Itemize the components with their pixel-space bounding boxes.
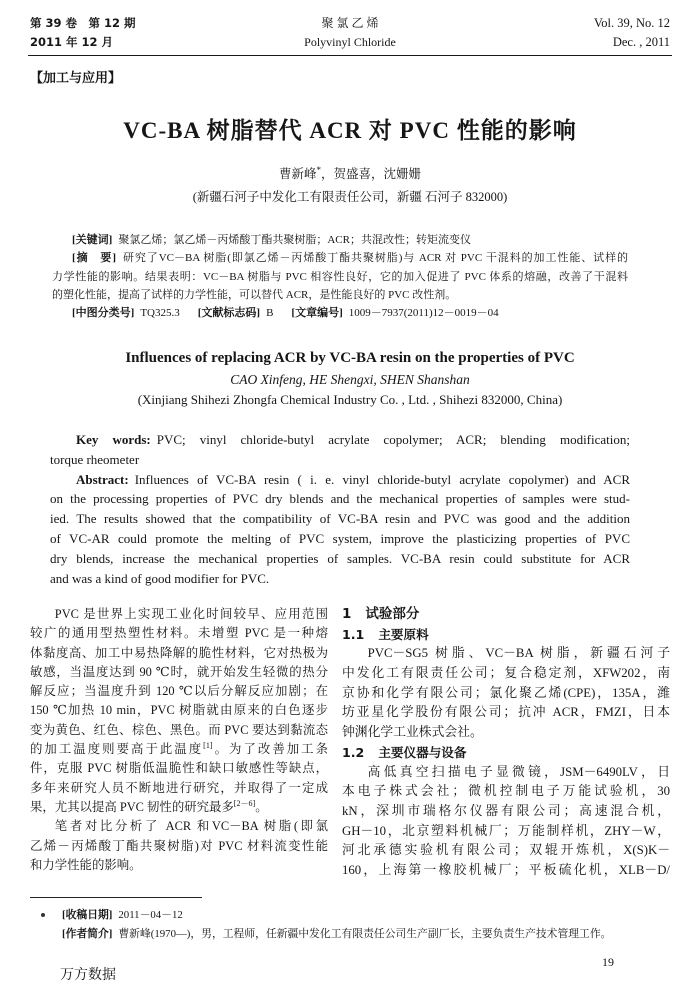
running-head-journal <box>200 14 500 52</box>
line-text: 。 <box>255 799 268 814</box>
abstract-line <box>52 268 628 286</box>
line-text: 高低真空扫描电子显微镜，JSM－6490LV，日 <box>367 764 670 779</box>
doc-code-label: [文献标志码] <box>197 307 261 320</box>
en-abstract-text: on the processing properties of PVC dry blends and the mechanical properties of samples were stud- <box>50 491 630 507</box>
article-number-label: [文章编号] <box>291 307 343 320</box>
en-abstract-line <box>50 529 630 549</box>
abstract-text: 的塑化性能，提高了试样的力学性能，可以替代 ACR，是性能良好的 PVC 改性剂。 <box>52 288 457 301</box>
body-text-line <box>30 759 328 778</box>
line-text: 160，上海第一橡胶机械厂；平板硫化机，XLB－D/ <box>342 862 670 877</box>
header-rule <box>28 55 672 56</box>
body-text-line <box>30 644 328 663</box>
line-text: PVC 是世界上实现工业化时间较早、应用范围 <box>54 607 328 621</box>
doc-code-group <box>198 307 274 319</box>
line-text: 笔者对比分析了 ACR 和VC－BA 树脂(即氯 <box>54 819 328 834</box>
article-title-cn: VC-BA 树脂替代 ACR 对 PVC 性能的影响 <box>123 118 577 143</box>
line-text: 坊亚星化学股份有限公司；抗冲 ACR，FMZI，日本 <box>342 705 670 720</box>
body-text-line <box>342 802 670 822</box>
keywords-label: [关键词] <box>72 234 113 246</box>
en-abstract-text: of VC-AR could promote the melting of PVC system, improve the plasticizing properties of PVC <box>50 530 630 546</box>
line-text: 中发化工有限责任公司；复合稳定剂，XFW202，南 <box>342 666 670 681</box>
en-abstract-line <box>50 549 630 569</box>
line-text: 体黏度高、加工中易热降解的脆性材料，它对热极为 <box>30 645 328 660</box>
line-text: 敏感，当温度达到 90 ℃时，就开始发生轻微的热分 <box>30 664 328 679</box>
line-text: 件，克服 PVC 树脂低温脆性和缺口敏感性等缺点， <box>30 761 328 776</box>
authors-en: CAO Xinfeng, HE Shengxi, SHEN Shanshan <box>230 372 470 387</box>
body-text-line <box>30 663 328 682</box>
page-number: 19 <box>602 955 614 969</box>
author-bio-text: 曹新峰(1970—)，男，工程师，任新疆中发化工有限责任公司生产副厂长，主要负责生产技术管理工作。 <box>118 928 612 940</box>
line-text: 较广的通用型热塑性材料。未增塑 PVC 是一种熔 <box>30 626 328 641</box>
line-text: 和力学性能的影响。 <box>30 857 142 872</box>
authors-cn <box>60 165 640 183</box>
en-abstract-line <box>50 509 630 529</box>
footnote-rule <box>30 897 202 898</box>
body-text-line <box>30 817 328 836</box>
section-title: 主要仪器与设备 <box>378 744 467 760</box>
en-keywords-text: torque rheometer <box>50 451 140 467</box>
en-abstract-text: ied. The results showed that the compatibility of VC-BA resin and PVC was good and the addition <box>50 511 630 527</box>
en-abstract-text: Influences of VC-BA resin ( i. e. vinyl chloride-butyl acrylate copolymer) and ACR <box>134 471 630 487</box>
section-label: 【加工与应用】 <box>30 71 122 86</box>
abstract-line <box>52 286 628 304</box>
en-abstract-line <box>50 470 630 490</box>
abstract-label: [摘 要] <box>72 252 117 265</box>
chinese-metadata-block <box>52 231 628 322</box>
abstract-text: 力学性能的影响。结果表明：VC－BA 树脂与 PVC 相容性良好，它的加入促进了 PVC 体系的熔融，改善了干混料 <box>52 270 628 283</box>
body-text-line <box>30 624 328 643</box>
line-text: 果，尤其以提高 PVC 韧性的研究最多 <box>30 799 234 814</box>
running-head-right <box>470 14 670 52</box>
source-database-mark: 万方数据 <box>60 967 116 983</box>
classification-line <box>52 304 628 322</box>
author-bio-label: [作者简介] <box>62 928 113 940</box>
english-metadata-block <box>50 430 630 588</box>
body-text-line <box>342 644 670 664</box>
line-text: 变为黄色、红色、棕色、黑色。而 PVC 要达到黏流态 <box>30 722 328 737</box>
line-text: 钟渊化学工业株式会社。 <box>342 725 483 740</box>
author-bio-line <box>62 925 652 944</box>
body-text-line <box>342 684 670 704</box>
journal-name-en: Polyvinyl Chloride <box>304 35 396 49</box>
issue-date-cn: 2011 年 12 月 <box>30 35 114 49</box>
keywords-line <box>52 231 628 249</box>
body-text-line <box>342 703 670 723</box>
body-text-line <box>30 798 328 817</box>
abstract-line <box>52 249 628 267</box>
affiliation-en: (Xinjiang Shihezi Zhongfa Chemical Industry Co. , Ltd. , Shihezi 832000, China) <box>137 392 563 407</box>
journal-name-cn: 聚 氯 乙 烯 <box>321 16 379 30</box>
section-heading <box>342 625 670 645</box>
body-text-line <box>342 763 670 783</box>
body-text-line <box>342 723 670 743</box>
received-date-label: [收稿日期] <box>62 909 113 921</box>
received-date-line <box>62 906 652 925</box>
body-column-right <box>342 605 670 881</box>
line-text: kN，深圳市瑞格尔仪器有限公司；高速混合机， <box>342 803 670 818</box>
body-text-line <box>342 782 670 802</box>
en-keywords-text: PVC; vinyl chloride-butyl acrylate copolymer; ACR; blending modification; <box>156 432 630 447</box>
body-text-line <box>342 664 670 684</box>
line-text: 多年来研究人员不断地进行研究，并取得了一定成 <box>30 780 328 795</box>
body-text-line <box>30 837 328 856</box>
en-abstract-text: dry blends, increase the mechanical properties of samples. VC-BA resin could substitute for ACR <box>50 550 630 566</box>
first-author: 曹新峰 <box>278 167 317 181</box>
body-text-line <box>30 856 328 875</box>
section-heading <box>342 743 670 763</box>
section-title: 主要原料 <box>378 626 429 642</box>
body-text-line <box>342 841 670 861</box>
body-column-left <box>30 605 328 875</box>
section-title: 试验部分 <box>365 606 420 622</box>
section-heading <box>342 605 670 625</box>
body-text-line <box>30 779 328 798</box>
body-text-line <box>342 822 670 842</box>
clc-value: TQ325.3 <box>140 307 180 320</box>
received-date-value: 2011－04－12 <box>118 909 183 921</box>
section-number: 1 <box>342 606 352 622</box>
clc-group <box>72 307 180 319</box>
line-text: 150 ℃加热 10 min，PVC 树脂就由原来的白色逐步 <box>30 703 328 718</box>
body-text-line <box>30 740 328 759</box>
footnotes <box>62 906 652 944</box>
en-keywords-label: Key words: <box>76 432 151 447</box>
abstract-text: 研究了VC－BA 树脂(即氯乙烯－丙烯酸丁酯共聚树脂)与 ACR 对 PVC 干混料的加工性能、试样的 <box>122 252 628 265</box>
footnote-bullet-mark <box>41 913 45 917</box>
line-text: 京协和化学有限公司；氯化聚乙烯(CPE)，135A，潍 <box>342 685 670 700</box>
body-text-line <box>30 701 328 720</box>
line-text: 解反应；当温度升到 120 ℃以后分解反应加剧；在 <box>30 684 328 699</box>
en-abstract-text: and was a kind of good modifier for PVC. <box>50 570 270 586</box>
en-abstract-line <box>50 569 630 589</box>
line-text: 本电子株式会社；微机控制电子万能试验机，30 <box>342 784 670 799</box>
affiliation-cn: (新疆石河子中发化工有限责任公司，新疆 石河子 832000) <box>192 190 508 204</box>
doc-code-value: B <box>266 307 274 320</box>
article-number-value: 1009－7937(2011)12－0019－04 <box>348 307 499 320</box>
line-text: 河北承德实验机有限公司；双辊开炼机，X(S)K－ <box>342 843 670 858</box>
line-text: 乙烯－丙烯酸丁酯共聚树脂)对 PVC 材料流变性能 <box>30 838 328 853</box>
clc-label: [中图分类号] <box>72 307 135 320</box>
line-text: GH－10，北京塑料机械厂；万能制样机，ZHY－W， <box>342 823 670 838</box>
line-text: 的加工温度则要高于此温度 <box>30 742 204 757</box>
en-abstract-line <box>50 489 630 509</box>
en-keywords-line <box>50 450 630 470</box>
article-title-en: Influences of replacing ACR by VC-BA resin on the properties of PVC <box>125 350 575 366</box>
running-head-left <box>30 14 136 52</box>
co-authors: ，贺盛喜，沈姗姗 <box>321 167 422 181</box>
line-text: PVC－SG5 树脂、VC－BA 树脂，新疆石河子 <box>367 646 670 661</box>
citation-reference: [1] <box>203 740 213 750</box>
en-abstract-label: Abstract: <box>76 471 129 487</box>
corresponding-author-mark: * <box>316 164 321 175</box>
en-keywords-line <box>50 430 630 450</box>
issue-date-en: Dec. , 2011 <box>612 35 670 49</box>
body-text-line <box>342 861 670 881</box>
citation-reference: [2－6] <box>233 798 256 808</box>
volume-issue-en: Vol. 39, No. 12 <box>593 16 670 30</box>
body-text-line <box>30 721 328 740</box>
article-number-group <box>291 307 498 319</box>
line-text: 。为了改善加工条 <box>212 742 328 757</box>
keywords-text: 聚氯乙烯；氯乙烯－丙烯酸丁酯共聚树脂；ACR；共混改性；转矩流变仪 <box>118 234 471 246</box>
section-number: 1.2 <box>342 744 365 760</box>
body-text-line <box>30 605 328 624</box>
body-text-line <box>30 682 328 701</box>
section-number: 1.1 <box>342 626 365 642</box>
volume-issue-cn: 第 39 卷 第 12 期 <box>30 16 136 30</box>
